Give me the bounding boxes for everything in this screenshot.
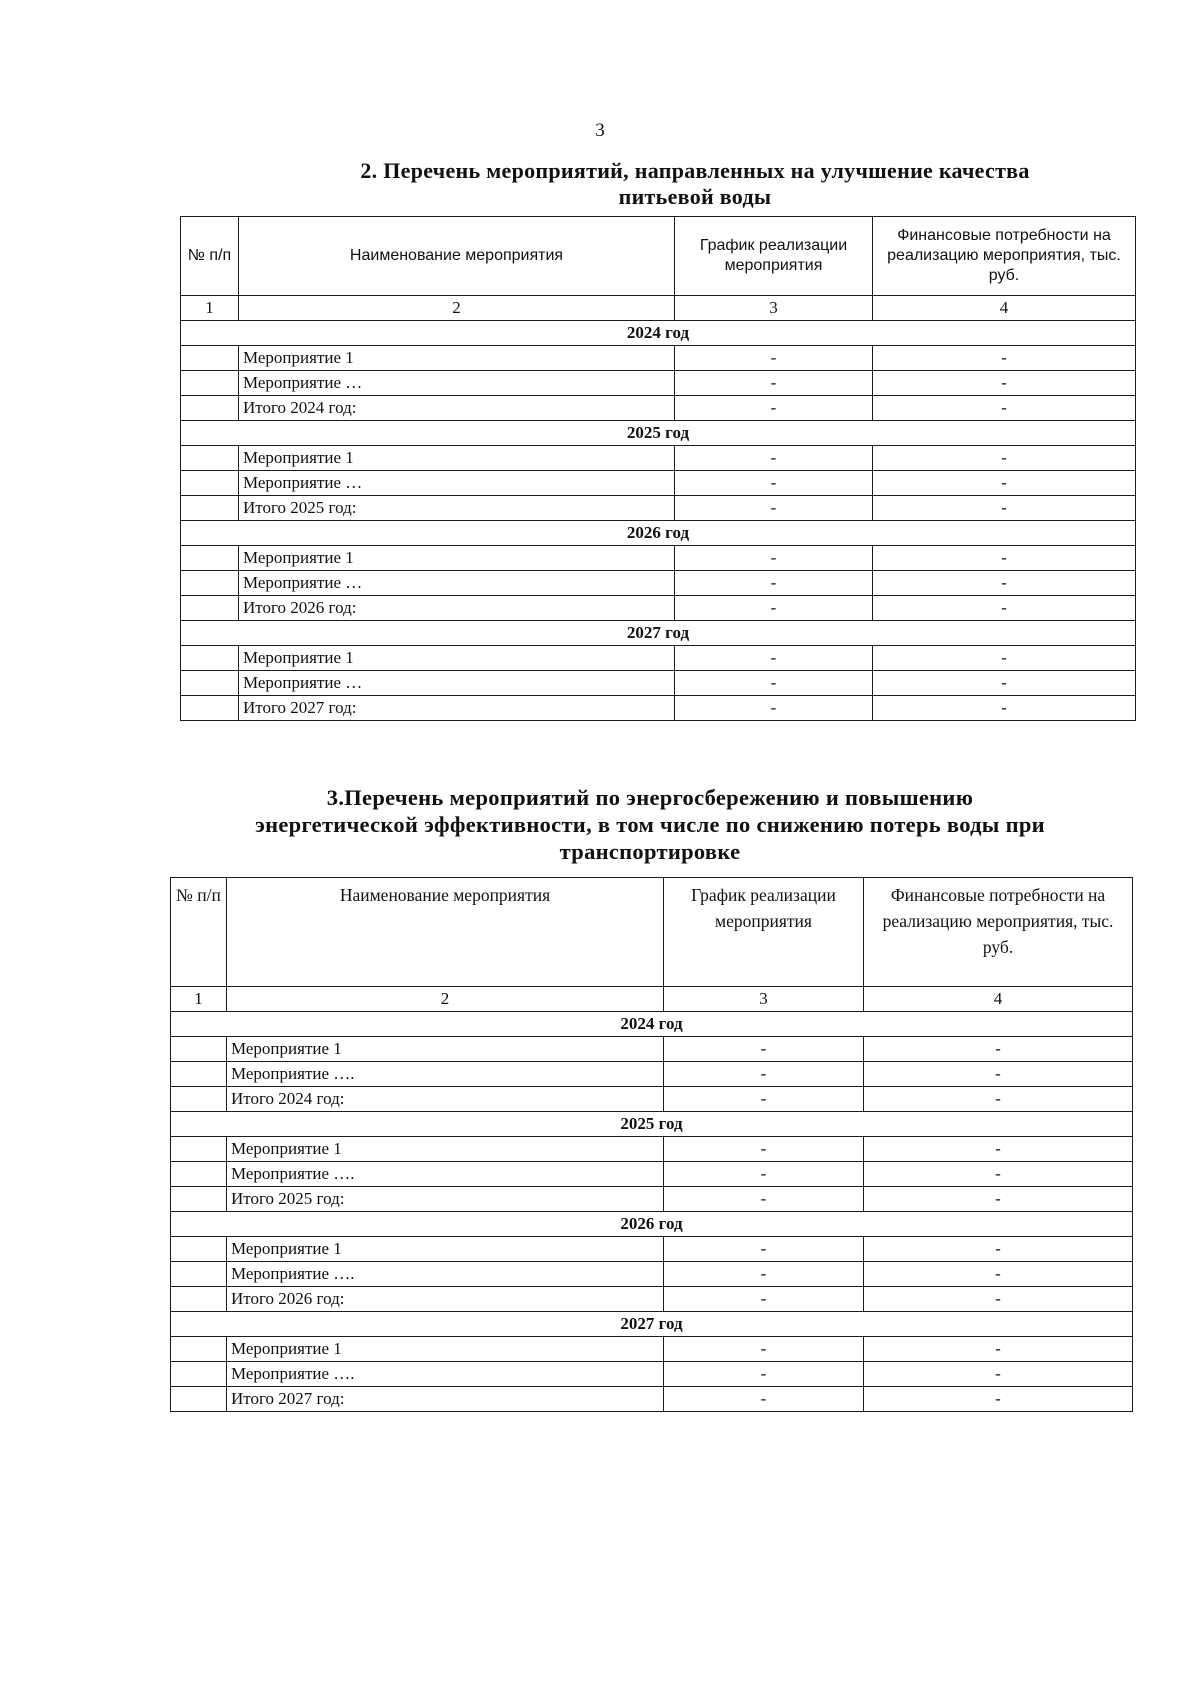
row-number-cell: [181, 696, 239, 721]
schedule-value: -: [664, 1337, 864, 1362]
measure-name: Мероприятие 1: [227, 1037, 664, 1062]
header-name: Наименование мероприятия: [227, 878, 664, 987]
column-number: 3: [664, 987, 864, 1012]
header-num: № п/п: [171, 878, 227, 987]
finance-value: -: [864, 1037, 1133, 1062]
row-number-cell: [181, 446, 239, 471]
finance-value: -: [864, 1237, 1133, 1262]
measure-row: [171, 1362, 1133, 1387]
row-number-cell: [181, 396, 239, 421]
year-row: [171, 1112, 1133, 1137]
header-name: Наименование мероприятия: [239, 217, 675, 296]
year-row: [181, 421, 1136, 446]
measure-row: [171, 1237, 1133, 1262]
page-number: 3: [595, 120, 605, 141]
schedule-value: -: [675, 346, 873, 371]
finance-value: -: [873, 396, 1136, 421]
finance-value: -: [864, 1287, 1133, 1312]
column-number: 1: [171, 987, 227, 1012]
total-row: [171, 1187, 1133, 1212]
section-2-title-line-2: питьевой воды: [618, 184, 772, 210]
measure-row: [181, 446, 1136, 471]
measure-row: [171, 1137, 1133, 1162]
total-row: [171, 1087, 1133, 1112]
measure-row: [181, 671, 1136, 696]
row-number-cell: [171, 1337, 227, 1362]
column-number: 2: [227, 987, 664, 1012]
section-3-title-line-2: энергетической эффективности, в том числе по снижению потерь воды при: [255, 812, 1045, 837]
finance-value: -: [873, 696, 1136, 721]
row-number-cell: [181, 371, 239, 396]
row-number-cell: [171, 1062, 227, 1087]
measure-name: Мероприятие 1: [239, 346, 675, 371]
year-label: 2027 год: [181, 621, 1136, 646]
row-number-cell: [171, 1237, 227, 1262]
year-row: [181, 521, 1136, 546]
finance-value: -: [873, 571, 1136, 596]
measure-name: Мероприятие 1: [239, 546, 675, 571]
year-row: [171, 1012, 1133, 1037]
total-row: [181, 696, 1136, 721]
schedule-value: -: [675, 696, 873, 721]
measure-row: [171, 1037, 1133, 1062]
schedule-value: -: [664, 1362, 864, 1387]
row-number-cell: [181, 346, 239, 371]
schedule-value: -: [675, 546, 873, 571]
energy-saving-measures-table: [170, 877, 1133, 1412]
total-label: Итого 2026 год:: [227, 1287, 664, 1312]
finance-value: -: [864, 1362, 1133, 1387]
measure-name: Мероприятие 1: [227, 1337, 664, 1362]
column-number: 3: [675, 296, 873, 321]
schedule-value: -: [664, 1087, 864, 1112]
measure-name: Мероприятие …: [239, 671, 675, 696]
total-row: [181, 596, 1136, 621]
year-label: 2026 год: [181, 521, 1136, 546]
measure-name: Мероприятие ….: [227, 1162, 664, 1187]
finance-value: -: [864, 1137, 1133, 1162]
schedule-value: -: [675, 671, 873, 696]
finance-value: -: [864, 1387, 1133, 1412]
measure-row: [181, 546, 1136, 571]
schedule-value: -: [664, 1287, 864, 1312]
year-row: [171, 1312, 1133, 1337]
total-label: Итого 2027 год:: [239, 696, 675, 721]
schedule-value: -: [664, 1262, 864, 1287]
schedule-value: -: [664, 1387, 864, 1412]
header-schedule: График реализации мероприятия: [675, 217, 873, 296]
finance-value: -: [864, 1062, 1133, 1087]
row-number-cell: [171, 1387, 227, 1412]
column-number-row: [171, 987, 1133, 1012]
finance-value: -: [873, 346, 1136, 371]
schedule-value: -: [675, 596, 873, 621]
measure-name: Мероприятие 1: [239, 446, 675, 471]
total-label: Итого 2024 год:: [227, 1087, 664, 1112]
measure-row: [181, 371, 1136, 396]
measure-row: [171, 1337, 1133, 1362]
header-schedule: График реализации мероприятия: [664, 878, 864, 987]
schedule-value: -: [664, 1162, 864, 1187]
schedule-value: -: [675, 471, 873, 496]
row-number-cell: [171, 1162, 227, 1187]
measure-name: Мероприятие 1: [227, 1137, 664, 1162]
year-row: [181, 321, 1136, 346]
total-row: [171, 1287, 1133, 1312]
finance-value: -: [873, 371, 1136, 396]
finance-value: -: [873, 496, 1136, 521]
year-row: [181, 621, 1136, 646]
schedule-value: -: [664, 1187, 864, 1212]
row-number-cell: [171, 1362, 227, 1387]
finance-value: -: [873, 671, 1136, 696]
row-number-cell: [181, 671, 239, 696]
row-number-cell: [171, 1037, 227, 1062]
header-finance: Финансовые потребности на реализацию мероприятия, тыс. руб.: [864, 878, 1133, 987]
year-label: 2024 год: [181, 321, 1136, 346]
total-label: Итого 2026 год:: [239, 596, 675, 621]
section-2-title-line-1: 2. Перечень мероприятий, направленных на улучшение качества: [360, 158, 1030, 183]
year-label: 2026 год: [171, 1212, 1133, 1237]
row-number-cell: [181, 646, 239, 671]
section-2-title: [270, 158, 1120, 211]
measure-row: [171, 1062, 1133, 1087]
section-3-title: [170, 784, 1130, 865]
schedule-value: -: [664, 1237, 864, 1262]
table-header-row: [171, 878, 1133, 987]
row-number-cell: [181, 571, 239, 596]
finance-value: -: [864, 1337, 1133, 1362]
finance-value: -: [873, 596, 1136, 621]
finance-value: -: [873, 546, 1136, 571]
measure-name: Мероприятие ….: [227, 1362, 664, 1387]
section-3-title-line-3: транспортировке: [559, 839, 741, 864]
row-number-cell: [171, 1137, 227, 1162]
table-header-row: [181, 217, 1136, 296]
schedule-value: -: [675, 646, 873, 671]
total-label: Итого 2025 год:: [227, 1187, 664, 1212]
measure-name: Мероприятие ….: [227, 1062, 664, 1087]
measure-row: [181, 646, 1136, 671]
schedule-value: -: [664, 1137, 864, 1162]
year-row: [171, 1212, 1133, 1237]
total-label: Итого 2024 год:: [239, 396, 675, 421]
schedule-value: -: [664, 1062, 864, 1087]
measure-name: Мероприятие 1: [227, 1237, 664, 1262]
total-row: [181, 496, 1136, 521]
year-label: 2027 год: [171, 1312, 1133, 1337]
row-number-cell: [171, 1287, 227, 1312]
column-number: 2: [239, 296, 675, 321]
year-label: 2024 год: [171, 1012, 1133, 1037]
finance-value: -: [864, 1087, 1133, 1112]
row-number-cell: [181, 596, 239, 621]
measure-name: Мероприятие ….: [227, 1262, 664, 1287]
schedule-value: -: [675, 446, 873, 471]
total-label: Итого 2025 год:: [239, 496, 675, 521]
section-3-title-line-1: 3.Перечень мероприятий по энергосбережению и повышению: [326, 785, 974, 810]
finance-value: -: [873, 646, 1136, 671]
measure-name: Мероприятие 1: [239, 646, 675, 671]
schedule-value: -: [675, 496, 873, 521]
column-number: 1: [181, 296, 239, 321]
measure-name: Мероприятие …: [239, 471, 675, 496]
finance-value: -: [864, 1162, 1133, 1187]
measure-row: [171, 1262, 1133, 1287]
measure-name: Мероприятие …: [239, 571, 675, 596]
row-number-cell: [171, 1262, 227, 1287]
finance-value: -: [873, 446, 1136, 471]
column-number-row: [181, 296, 1136, 321]
measure-row: [171, 1162, 1133, 1187]
water-quality-measures-table: [180, 216, 1136, 721]
finance-value: -: [864, 1187, 1133, 1212]
measure-name: Мероприятие …: [239, 371, 675, 396]
column-number: 4: [864, 987, 1133, 1012]
total-row: [171, 1387, 1133, 1412]
header-finance: Финансовые потребности на реализацию мероприятия, тыс. руб.: [873, 217, 1136, 296]
total-label: Итого 2027 год:: [227, 1387, 664, 1412]
year-label: 2025 год: [181, 421, 1136, 446]
schedule-value: -: [664, 1037, 864, 1062]
year-label: 2025 год: [171, 1112, 1133, 1137]
measure-row: [181, 571, 1136, 596]
measure-row: [181, 471, 1136, 496]
row-number-cell: [181, 496, 239, 521]
header-num: № п/п: [181, 217, 239, 296]
row-number-cell: [171, 1087, 227, 1112]
schedule-value: -: [675, 396, 873, 421]
row-number-cell: [181, 471, 239, 496]
column-number: 4: [873, 296, 1136, 321]
measure-row: [181, 346, 1136, 371]
schedule-value: -: [675, 371, 873, 396]
total-row: [181, 396, 1136, 421]
row-number-cell: [181, 546, 239, 571]
schedule-value: -: [675, 571, 873, 596]
row-number-cell: [171, 1187, 227, 1212]
finance-value: -: [873, 471, 1136, 496]
finance-value: -: [864, 1262, 1133, 1287]
